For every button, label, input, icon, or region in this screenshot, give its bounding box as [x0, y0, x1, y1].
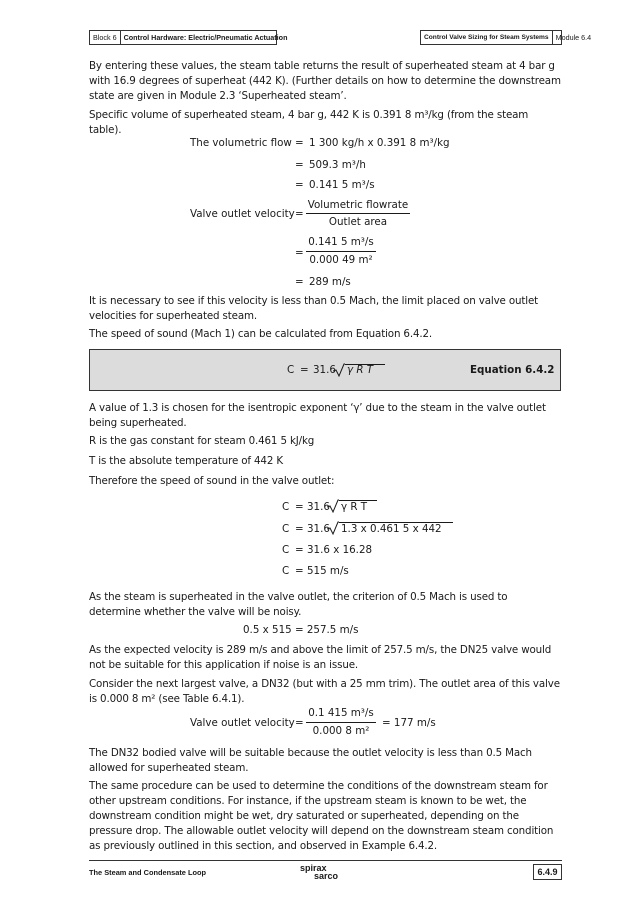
eq-sign: = — [295, 137, 304, 149]
eq-sign: = — [295, 544, 304, 556]
velocity-result: 289 m/s — [309, 276, 351, 288]
header-block-title: Control Hardware: Electric/Pneumatic Actuation — [120, 31, 291, 44]
paragraph-1: By entering these values, the steam table returns the result of superheated steam at 4 bar g with 16.9 degrees of superheat (442 K). (Further details on how to determine the downstream state are given in Module 2.3 ‘Superheated steam’. — [89, 60, 561, 102]
eq-sign: = — [295, 179, 304, 191]
calc2-line3: 31.6 x 16.28 — [307, 544, 373, 556]
logo-bottom: sarco — [314, 871, 339, 881]
eq-sign: = — [295, 565, 304, 577]
equation-eq-sign: = — [300, 364, 309, 376]
paragraph-2: Specific volume of superheated steam, 4 bar g, 442 K is 0.391 8 m³/kg (from the steam table). — [89, 109, 529, 136]
velocity-label: Valve outlet velocity — [190, 208, 295, 220]
calc2-line1-radicand: γ R T — [341, 501, 368, 513]
square-root-icon — [327, 499, 339, 513]
calc2-coef: 31.6 — [307, 501, 330, 513]
paragraph-9: As the steam is superheated in the valve outlet, the criterion of 0.5 Mach is used to determine whether the valve will be noisy. — [89, 591, 508, 618]
velocity-denominator: Outlet area — [328, 216, 388, 228]
velocity-numerator: Volumetric flowrate — [307, 199, 409, 211]
paragraph-5: A value of 1.3 is chosen for the isentropic exponent ‘γ’ due to the steam in the valve outlet being superheated. — [89, 402, 546, 429]
paragraph-12: The DN32 bodied valve will be suitable because the outlet velocity is less than 0.5 Mach allowed for superheated steam. — [89, 747, 532, 774]
calc2-c: C — [282, 523, 290, 535]
footer-rule — [89, 860, 562, 861]
calc2-line2-radicand: 1.3 x 0.461 5 x 442 — [341, 523, 442, 535]
page-number: 6.4.9 — [533, 864, 562, 880]
header-block-box — [89, 30, 288, 45]
fraction-line — [306, 213, 410, 214]
velocity-numerator-2: 0.141 5 m³/s — [308, 236, 374, 248]
velocity-denominator-2: 0.000 49 m² — [309, 254, 373, 266]
equation-coef: 31.6 — [313, 364, 336, 376]
velocity-label-2: Valve outlet velocity — [190, 717, 295, 729]
spirax-sarco-logo — [300, 864, 338, 880]
equation-box — [89, 349, 561, 391]
paragraph-7: T is the absolute temperature of 442 K — [89, 455, 283, 467]
square-root-icon — [327, 521, 339, 535]
paragraph-11: Consider the next largest valve, a DN32 (but with a 25 mm trim). The outlet area of this valve is 0.000 8 m² (see Table 6.4.1). — [89, 678, 560, 705]
eq-sign: = — [295, 159, 304, 171]
footer-title: The Steam and Condensate Loop — [89, 868, 207, 877]
eq-sign: = — [295, 523, 304, 535]
eq-sign: = — [295, 208, 304, 220]
equation-radicand: γ R T — [347, 364, 374, 376]
paragraph-8: Therefore the speed of sound in the valve outlet: — [89, 475, 335, 487]
header-block: Block 6 — [93, 33, 117, 42]
velocity-denominator-3: 0.000 8 m² — [312, 725, 370, 737]
header-section-box — [420, 30, 592, 45]
fraction-line — [306, 251, 376, 252]
paragraph-13: The same procedure can be used to determine the conditions of the downstream steam for other upstream conditions. For instance, if the upstream steam is known to be wet, the downstream condition might be wet, dry saturated or superheated, depending on the pressure drop. The allowable outlet velocity will depend on the downstream steam condition as previously outlined in this section, and observed in Example 6.4.2. — [89, 780, 554, 852]
paragraph-6: R is the gas constant for steam 0.461 5 kJ/kg — [89, 435, 315, 447]
paragraph-10: As the expected velocity is 289 m/s and above the limit of 257.5 m/s, the DN25 valve would not be suitable for this application if noise is an issue. — [89, 644, 552, 671]
equation-label: Equation 6.4.2 — [470, 364, 555, 376]
square-root-icon — [333, 363, 345, 377]
paragraph-4: The speed of sound (Mach 1) can be calculated from Equation 6.4.2. — [89, 328, 433, 340]
calc2-c: C — [282, 565, 290, 577]
eq-sign: = — [295, 501, 304, 513]
half-mach-calc: 0.5 x 515 = 257.5 m/s — [243, 624, 359, 636]
calc2-c: C — [282, 544, 290, 556]
flow-result-2: 0.141 5 m³/s — [309, 179, 375, 191]
eq-sign: = — [295, 717, 304, 729]
paragraph-3: It is necessary to see if this velocity is less than 0.5 Mach, the limit placed on valve outlet velocities for superheated steam. — [89, 295, 539, 322]
flow-result-1: 509.3 m³/h — [309, 159, 366, 171]
eq-sign: = — [295, 276, 304, 288]
flow-expression: 1 300 kg/h x 0.391 8 m³/kg — [309, 137, 450, 149]
calc2-coef: 31.6 — [307, 523, 330, 535]
fraction-line — [306, 722, 376, 723]
logo-top: spirax — [300, 863, 327, 873]
velocity-numerator-3: 0.1 415 m³/s — [308, 707, 374, 719]
flow-label: The volumetric flow — [190, 137, 292, 149]
calc2-c: C — [282, 501, 290, 513]
equation-c: C — [287, 364, 295, 376]
header-section-title: Control Valve Sizing for Steam Systems — [424, 34, 549, 41]
header-module: Module 6.4 — [552, 31, 595, 44]
velocity-result-2: = 177 m/s — [382, 717, 436, 729]
calc2-line4: 515 m/s — [307, 565, 349, 577]
eq-sign: = — [295, 247, 304, 259]
